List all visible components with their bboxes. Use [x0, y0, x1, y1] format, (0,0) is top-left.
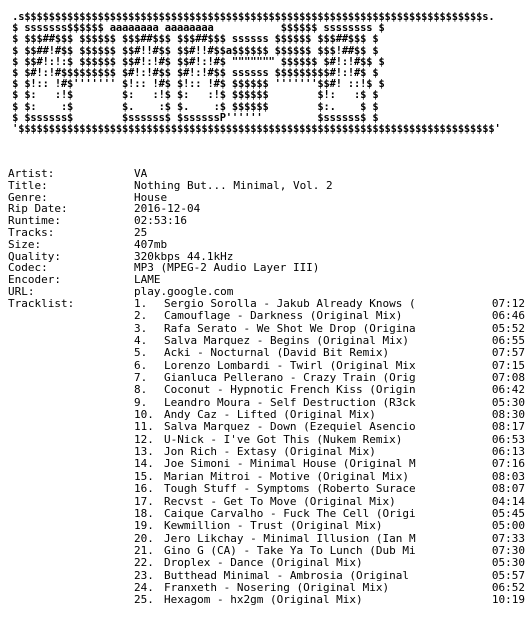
track-duration: 05:45	[491, 506, 525, 520]
track-title: Salva Marquez - Down (Ezequiel Asencio	[164, 421, 416, 434]
tracklist-label	[8, 360, 134, 372]
track-row	[8, 557, 523, 569]
track-duration: 07:15	[491, 358, 525, 372]
track-number: 3.	[134, 321, 148, 335]
track-row	[8, 570, 523, 582]
ascii-art-line: .s$$$$$$$$$$$$$$$$$$$$$$$$$$$$$$$$$$$$$$$$$$$$$$$$$$$$$$$$$$$$$$$$$$$$$$$$$$$s.	[6, 11, 495, 23]
track-duration: 08:30	[491, 408, 525, 422]
track-row	[8, 446, 523, 458]
track-number: 21.	[134, 543, 154, 557]
track-title: Caique Carvalho - Fuck The Cell (Origi	[164, 507, 416, 520]
tracklist-label	[8, 372, 134, 384]
ascii-art-line: $ sssssss$$$$$$ aaaaaaaa aaaaaaaa $$$$$$ ssssssss $	[6, 22, 385, 35]
track-duration: 05:00	[491, 519, 525, 533]
track-row	[8, 323, 523, 335]
meta-key: Tracks:	[8, 225, 55, 239]
tracklist-label	[8, 434, 134, 446]
track-number: 16.	[134, 482, 154, 496]
meta-key: Codec:	[8, 261, 48, 275]
track-duration: 06:13	[491, 445, 525, 459]
track-title: Rafa Serato - We Shot We Drop (Origina	[164, 322, 416, 335]
tracklist-label	[8, 384, 134, 396]
track-row	[8, 434, 523, 446]
track-number: 24.	[134, 580, 154, 594]
track-title: U-Nick - I've Got This (Nukem Remix)	[164, 433, 403, 446]
release-metadata	[8, 168, 523, 298]
track-number: 1.	[134, 297, 148, 310]
meta-row-quality	[8, 251, 523, 263]
meta-row-codec	[8, 262, 523, 274]
track-number: 13.	[134, 445, 154, 459]
ascii-art-line: $ $#!:!#$$$$$$$$$ $#!:!#$$ $#!:!#$$ ssssss $$$$$$$$$#!:!#$ $	[6, 67, 379, 80]
track-number: 10.	[134, 408, 154, 422]
track-title: Gianluca Pellerano - Crazy Train (Orig	[164, 372, 416, 385]
track-duration: 05:30	[491, 395, 525, 409]
meta-value: 02:53:16	[134, 215, 187, 227]
meta-row-runtime	[8, 215, 523, 227]
track-number: 2.	[134, 309, 148, 323]
ascii-art-line: $ $$#!:!:$ $$$$$$ $$#!:!#$ $$#!:!#$ """"""" $$$$$$ $#!:!#$$ $	[6, 55, 385, 68]
track-number: 11.	[134, 420, 154, 434]
track-number: 22.	[134, 556, 154, 570]
track-number: 5.	[134, 346, 148, 360]
meta-value: LAME	[134, 274, 161, 286]
track-duration: 06:55	[491, 334, 525, 348]
meta-row-size	[8, 239, 523, 251]
tracklist-label	[8, 582, 134, 594]
tracklist-label	[8, 397, 134, 409]
track-duration: 04:14	[491, 494, 525, 508]
ascii-art-line: '$$$$$$$$$$$$$$$$$$$$$$$$$$$$$$$$$$$$$$$$$$$$$$$$$$$$$$$$$$$$$$$$$$$$$$$$$$$$$$'	[6, 123, 501, 136]
meta-value: Nothing But... Minimal, Vol. 2	[134, 179, 333, 192]
track-duration: 05:52	[491, 321, 525, 335]
track-row	[8, 347, 523, 359]
tracklist-label	[8, 508, 134, 520]
meta-value: MP3 (MPEG-2 Audio Layer III)	[134, 262, 320, 275]
track-row	[8, 421, 523, 433]
track-number: 17.	[134, 494, 154, 508]
track-title: Droplex - Dance (Original Mix)	[164, 557, 363, 570]
tracklist-label	[8, 496, 134, 508]
tracklist-label	[8, 335, 134, 347]
track-number: 7.	[134, 371, 148, 385]
track-row	[8, 483, 523, 495]
tracklist-label	[8, 409, 134, 421]
tracklist-label	[8, 533, 134, 545]
meta-value: play.google.com	[134, 285, 234, 298]
track-number: 6.	[134, 358, 148, 372]
track-duration: 07:08	[491, 371, 525, 385]
track-row	[8, 310, 523, 322]
meta-row-title	[8, 180, 523, 192]
meta-value: 407mb	[134, 238, 168, 251]
track-row	[8, 582, 523, 594]
track-number: 8.	[134, 383, 148, 397]
track-row	[8, 360, 523, 372]
meta-key: Quality:	[8, 249, 61, 263]
tracklist-label	[8, 347, 134, 359]
meta-key: Genre:	[8, 190, 48, 204]
track-duration: 05:30	[491, 556, 525, 570]
track-title: Jon Rich - Extasy (Original Mix)	[164, 446, 376, 459]
track-duration: 07:12	[491, 297, 525, 310]
ascii-art-line: $ $$##!#$$ $$$$$$ $$#!!#$$ $$#!!#$$a$$$$$$ $$$$$$ $$$!##$$ $	[6, 44, 379, 57]
track-number: 12.	[134, 432, 154, 446]
track-title: Recvst - Get To Move (Original Mix)	[164, 495, 396, 508]
track-duration: 06:46	[491, 309, 525, 323]
meta-value: 320kbps 44.1kHz	[134, 250, 234, 263]
tracklist-label	[8, 471, 134, 483]
track-row	[8, 372, 523, 384]
ascii-art-logo	[6, 12, 522, 152]
track-row	[8, 471, 523, 483]
tracklist-label	[8, 545, 134, 557]
tracklist-label	[8, 520, 134, 532]
meta-row-url	[8, 286, 523, 298]
tracklist-label	[8, 421, 134, 433]
track-title: Andy Caz - Lifted (Original Mix)	[164, 409, 376, 422]
track-duration: 08:07	[491, 482, 525, 496]
ascii-art-line: $ $!:: !#$''''''' $!:: !#$ $!:: !#$ $$$$$$ '''''''$$#! ::!$ $	[6, 78, 385, 91]
track-title: Joe Simoni - Minimal House (Original M	[164, 458, 416, 471]
ascii-art-line: $ $: :!$ $: :!$ $: :!$ $$$$$$ $!: :$ $	[6, 89, 379, 102]
ascii-art-line: $ $ssssss$ $ssssss$ $ssssssP'''''' $ssssss$ $	[6, 111, 379, 124]
meta-key: Size:	[8, 237, 42, 251]
track-duration: 08:17	[491, 420, 525, 434]
tracklist-label	[8, 570, 134, 582]
track-row	[8, 458, 523, 470]
meta-key: Title:	[8, 178, 48, 192]
track-title: Jero Likchay - Minimal Illusion (Ian M	[164, 532, 416, 545]
track-duration: 07:33	[491, 531, 525, 545]
tracklist-label	[8, 446, 134, 458]
track-duration: 06:52	[491, 580, 525, 594]
track-title: Tough Stuff - Symptoms (Roberto Surace	[164, 483, 416, 496]
track-number: 23.	[134, 568, 154, 582]
track-title: Camouflage - Darkness (Original Mix)	[164, 310, 403, 323]
tracklist-label	[8, 323, 134, 335]
meta-value: VA	[134, 168, 148, 180]
meta-row-rip-date	[8, 203, 523, 215]
tracklist-label	[8, 310, 134, 322]
track-row	[8, 384, 523, 396]
track-title: Gino G (CA) - Take Ya To Lunch (Dub Mi	[164, 544, 416, 557]
meta-row-encoder	[8, 274, 523, 286]
track-number: 4.	[134, 334, 148, 348]
track-title: Leandro Moura - Self Destruction (R3ck	[164, 396, 416, 409]
track-duration: 05:57	[491, 568, 525, 582]
tracklist-label: Tracklist:	[8, 297, 75, 310]
track-number: 15.	[134, 469, 154, 483]
ascii-art-line: $ $$$##$$$ $$$$$$ $$$##$$$ $$$##$$$ ssssss $$$$$$ $$$##$$$ $	[6, 33, 379, 46]
track-duration: 06:53	[491, 432, 525, 446]
track-number: 20.	[134, 531, 154, 545]
track-title: Salva Marquez - Begins (Original Mix)	[164, 335, 410, 348]
meta-value: House	[134, 191, 168, 204]
meta-key: Artist:	[8, 167, 55, 180]
track-row	[8, 409, 523, 421]
meta-value: 25	[134, 226, 148, 239]
track-title: Coconut - Hypnotic French Kiss (Origin	[164, 384, 416, 397]
tracklist-label	[8, 594, 134, 606]
track-row	[8, 335, 523, 347]
track-number: 14.	[134, 457, 154, 471]
track-title: Sergio Sorolla - Jakub Already Knows (	[164, 298, 416, 310]
ascii-art-line: $ $: :$ $. :$ $. :$ $$$$$$ $:. $ $	[6, 100, 379, 113]
track-row	[8, 594, 523, 606]
meta-row-tracks	[8, 227, 523, 239]
track-duration: 06:42	[491, 383, 525, 397]
tracklist	[8, 298, 523, 607]
track-title: Marian Mitroi - Motive (Original Mix)	[164, 470, 410, 483]
track-row	[8, 397, 523, 409]
meta-key: URL:	[8, 284, 35, 298]
track-title: Kewmillion - Trust (Original Mix)	[164, 520, 383, 533]
meta-key: Rip Date:	[8, 202, 68, 216]
track-number: 18.	[134, 506, 154, 520]
track-title: Hexagom - hx2gm (Original Mix)	[164, 594, 363, 607]
track-duration: 07:16	[491, 457, 525, 471]
track-number: 9.	[134, 395, 148, 409]
tracklist-label	[8, 557, 134, 569]
meta-key: Encoder:	[8, 273, 61, 287]
track-row	[8, 496, 523, 508]
track-row	[8, 533, 523, 545]
tracklist-label	[8, 458, 134, 470]
track-number: 25.	[134, 593, 154, 607]
track-row	[8, 520, 523, 532]
track-row	[8, 545, 523, 557]
track-duration: 08:03	[491, 469, 525, 483]
track-duration: 07:30	[491, 543, 525, 557]
track-title: Butthead Minimal - Ambrosia (Original	[164, 569, 410, 582]
track-title: Franxeth - Nosering (Original Mix)	[164, 581, 390, 594]
track-row	[8, 298, 523, 310]
tracklist-label	[8, 483, 134, 495]
meta-row-artist	[8, 168, 523, 180]
meta-value: 2016-12-04	[134, 203, 201, 216]
meta-key: Runtime:	[8, 214, 61, 228]
track-duration: 10:19	[491, 593, 525, 607]
track-title: Lorenzo Lombardi - Twirl (Original Mix	[164, 359, 416, 372]
track-duration: 07:57	[491, 346, 525, 360]
track-title: Acki - Nocturnal (David Bit Remix)	[164, 347, 390, 360]
track-number: 19.	[134, 519, 154, 533]
meta-row-genre	[8, 192, 523, 204]
track-row	[8, 508, 523, 520]
